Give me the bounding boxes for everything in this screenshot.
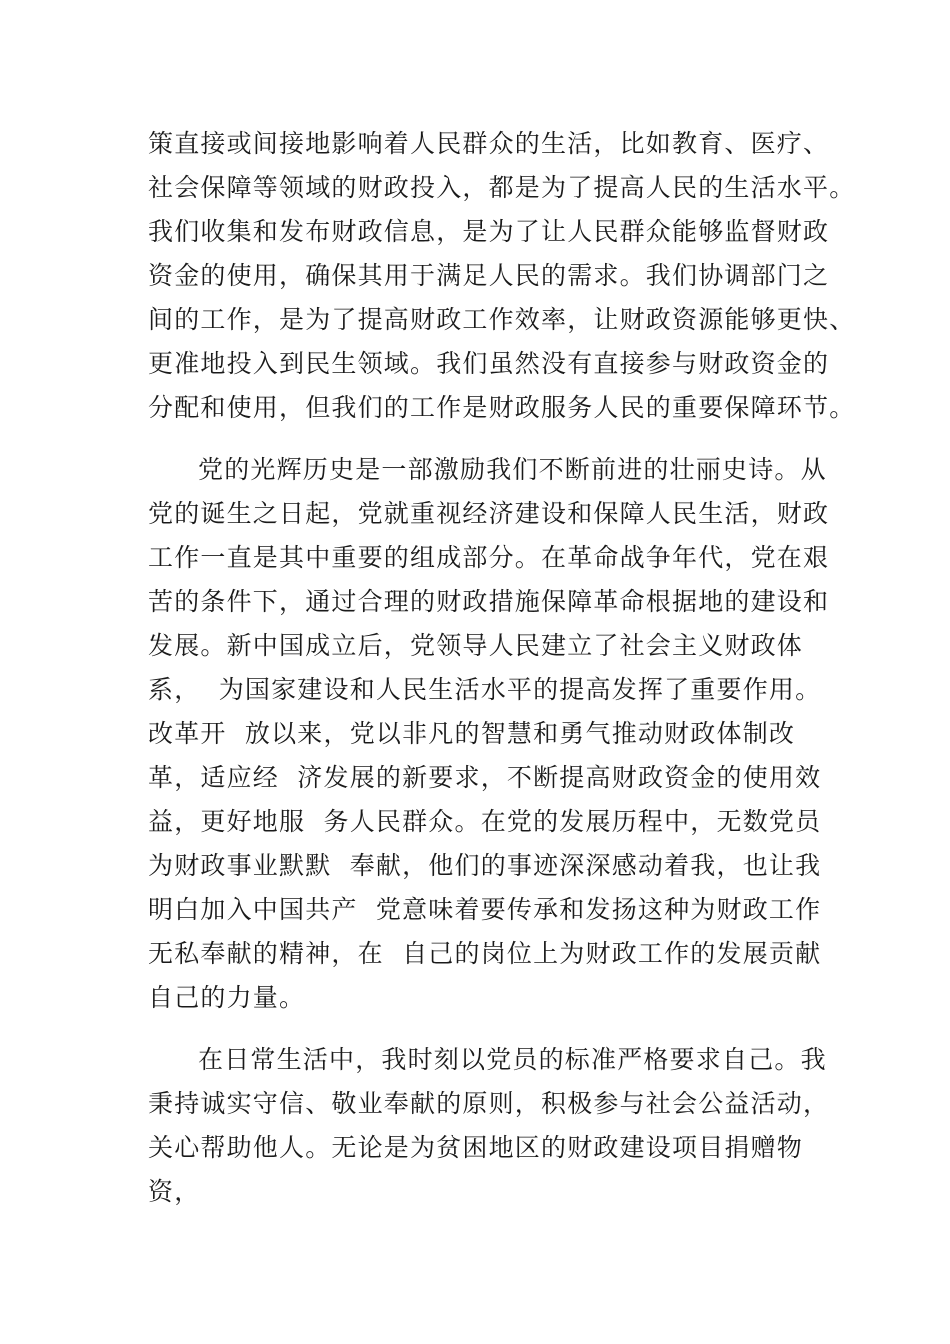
- text-line: 自己的力量。: [148, 983, 306, 1012]
- text-line: 我们收集和发布财政信息，是为了让人民群众能够监督财政: [148, 217, 830, 246]
- text-line: 策直接或间接地影响着人民群众的生活，比如教育、医疗、: [148, 129, 830, 158]
- text-line: 系， 为国家建设和人民生活水平的提高发挥了重要作用。: [148, 675, 822, 704]
- text-line: 苦的条件下，通过合理的财政措施保障革命根据地的建设和: [148, 587, 830, 616]
- text-line: 资，: [148, 1177, 201, 1206]
- text-line: 发展。新中国成立后，党领导人民建立了社会主义财政体: [148, 631, 804, 660]
- text-line: 社会保障等领域的财政投入，都是为了提高人民的生活水平。: [148, 173, 856, 202]
- text-line: 关心帮助他人。无论是为贫困地区的财政建设项目捐赠物: [148, 1133, 804, 1162]
- text-line: 党的诞生之日起，党就重视经济建设和保障人民生活，财政: [148, 499, 830, 528]
- text-line: 益，更好地服 务人民群众。在党的发展历程中，无数党员: [148, 807, 822, 836]
- text-line: 为财政事业默默 奉献，他们的事迹深深感动着我，也让我: [148, 851, 822, 880]
- text-line: 改革开 放以来，党以非凡的智慧和勇气推动财政体制改: [148, 719, 796, 748]
- text-line: 更准地投入到民生领域。我们虽然没有直接参与财政资金的: [148, 349, 830, 378]
- text-line: 革，适应经 济发展的新要求，不断提高财政资金的使用效: [148, 763, 822, 792]
- text-line: 无私奉献的精神，在 自己的岗位上为财政工作的发展贡献: [148, 939, 822, 968]
- text-line: 分配和使用，但我们的工作是财政服务人民的重要保障环节。: [148, 393, 856, 422]
- text-line: 秉持诚实守信、敬业奉献的原则，积极参与社会公益活动，: [148, 1089, 830, 1118]
- text-line: 明白加入中国共产 党意味着要传承和发扬这种为财政工作: [148, 895, 822, 924]
- text-line: 间的工作，是为了提高财政工作效率，让财政资源能够更快、: [148, 305, 856, 334]
- text-line: 在日常生活中，我时刻以党员的标准严格要求自己。我: [198, 1045, 827, 1074]
- text-line: 资金的使用，确保其用于满足人民的需求。我们协调部门之: [148, 261, 830, 290]
- text-line: 工作一直是其中重要的组成部分。在革命战争年代，党在艰: [148, 543, 830, 572]
- text-line: 党的光辉历史是一部激励我们不断前进的壮丽史诗。从: [198, 455, 827, 484]
